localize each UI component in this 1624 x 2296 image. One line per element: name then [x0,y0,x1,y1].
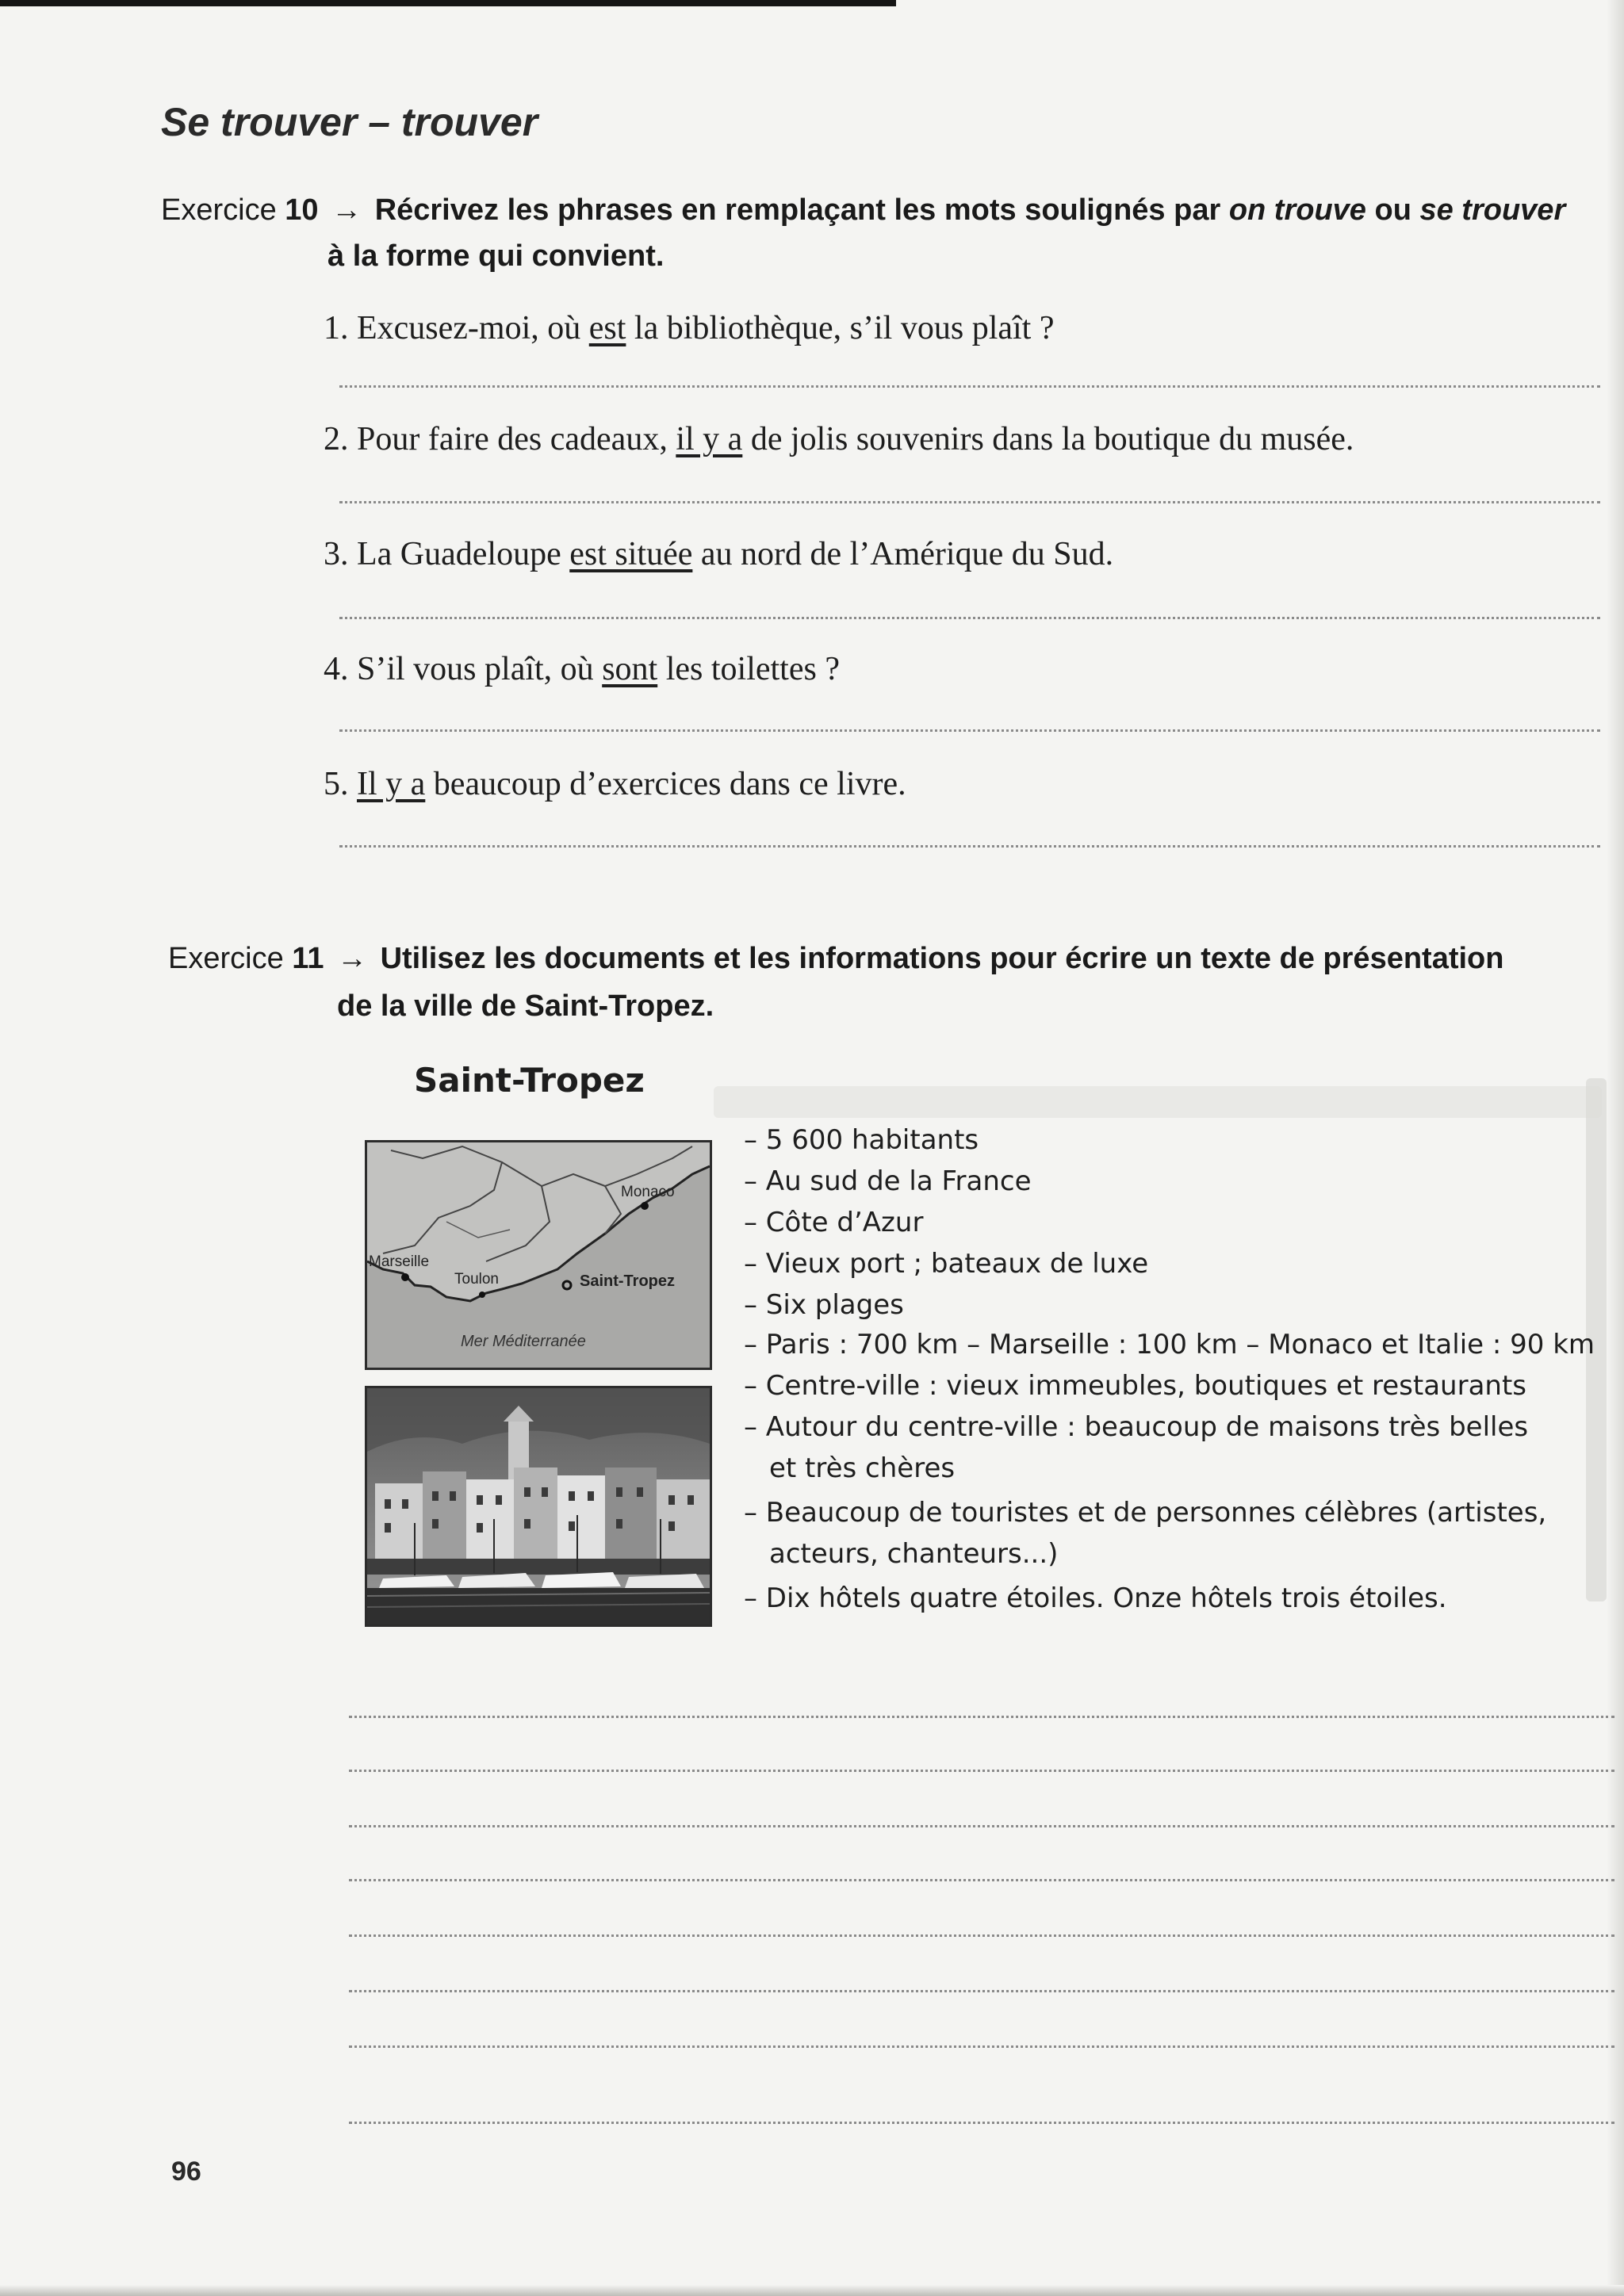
sentence-number: 2. [324,421,349,457]
instruction-emphasis: on trouve [1228,193,1366,227]
sentence-text [349,766,358,802]
instruction-emphasis: se trouver [1419,193,1566,227]
exercise-instruction [375,193,1566,227]
fact-item: – Autour du centre-ville : beaucoup de maisons très belles [744,1411,1529,1443]
page-number: 96 [171,2156,201,2187]
underlined-word: Il y a [357,766,426,802]
writing-line[interactable] [349,2122,1614,2124]
section-title: Se trouver – trouver [161,100,538,144]
fact-item-continuation: et très chères [769,1452,956,1484]
writing-line[interactable] [349,1716,1614,1718]
page-edge-shadow [1607,0,1624,2296]
fact-item: – Dix hôtels quatre étoiles. Onze hôtels trois étoiles. [744,1582,1447,1614]
exercise-instruction-line2: à la forme qui convient. [327,239,665,273]
sentence-text: La Guadeloupe [348,536,570,572]
sentence-number: 5. [324,766,349,802]
harbor-photo [365,1386,712,1627]
fact-item: – Côte d’Azur [744,1207,924,1238]
writing-line[interactable] [349,1825,1614,1827]
sentence-number: 1. [324,310,349,346]
sentence-number: 3. [324,536,349,572]
underlined-word: il y a [676,421,743,457]
answer-line[interactable] [339,617,1600,619]
sentence-text: beaucoup d’exercices dans ce livre. [425,766,906,802]
exercise-sentence [324,535,1113,573]
exercise-label: Exercice [161,193,277,227]
sentence-number: 4. [324,651,349,687]
map-label-marseille: Marseille [369,1253,430,1270]
fact-item: – Vieux port ; bateaux de luxe [744,1248,1149,1280]
map-label-monaco: Monaco [621,1184,675,1200]
fact-item: – Paris : 700 km – Marseille : 100 km – Monaco et Italie : 90 km [744,1329,1595,1360]
exercise-11-header [168,936,1503,982]
answer-line[interactable] [339,845,1600,848]
map-label-toulon: Toulon [454,1271,499,1288]
fact-item: – Beaucoup de touristes et de personnes célèbres (artistes, [744,1497,1547,1529]
sentence-text: la bibliothèque, s’il vous plaît ? [626,310,1055,346]
answer-line[interactable] [339,501,1600,503]
exercise-sentence [324,765,906,803]
writing-line[interactable] [349,2045,1614,2048]
exercise-instruction-line2: de la ville de Saint-Tropez. [337,989,714,1023]
arrow-icon: → [331,193,362,227]
sentence-text: au nord de l’Amérique du Sud. [692,536,1114,572]
sentence-text: de jolis souvenirs dans la boutique du musée. [742,421,1354,457]
show-through-text [714,1086,1602,1118]
arrow-icon: → [337,942,368,975]
map-label-sea: Mer Méditerranée [461,1333,586,1350]
document-title: Saint-Tropez [414,1061,645,1100]
exercise-number: 10 [285,193,319,227]
fact-item: – Centre-ville : vieux immeubles, boutiques et restaurants [744,1370,1527,1402]
page-bottom-shadow [0,2285,1624,2296]
sentence-text: S’il vous plaît, où [348,651,603,687]
sentence-text: Pour faire des cadeaux, [348,421,676,457]
writing-line[interactable] [349,1934,1614,1937]
fact-item: – Six plages [744,1289,904,1321]
exercise-sentence [324,650,840,688]
fact-item-continuation: acteurs, chanteurs...) [769,1538,1059,1570]
exercise-instruction: Utilisez les documents et les informations pour écrire un texte de présentation [380,942,1504,975]
underlined-word: est située [569,536,693,572]
underlined-word: sont [602,651,658,687]
top-border-rule [0,0,896,6]
instruction-text: Récrivez les phrases en remplaçant les mots soulignés par [374,193,1229,227]
exercise-sentence [324,309,1054,347]
answer-line[interactable] [339,385,1600,388]
exercise-number: 11 [292,942,324,975]
harbor-photo-drawing [367,1388,710,1624]
sentence-text: les toilettes ? [657,651,840,687]
sentence-text: Excusez-moi, où [348,310,589,346]
fact-item: – Au sud de la France [744,1165,1032,1197]
map-label-saint-tropez: Saint-Tropez [580,1272,676,1290]
writing-line[interactable] [349,1990,1614,1992]
exercise-10-header [161,187,1565,233]
region-map [365,1140,712,1370]
exercise-sentence [324,420,1354,458]
instruction-text: ou [1365,193,1420,227]
fact-item: – 5 600 habitants [744,1124,979,1156]
exercise-label: Exercice [168,942,284,975]
writing-line[interactable] [349,1770,1614,1772]
underlined-word: est [588,310,626,346]
answer-line[interactable] [339,729,1600,732]
writing-line[interactable] [349,1879,1614,1881]
